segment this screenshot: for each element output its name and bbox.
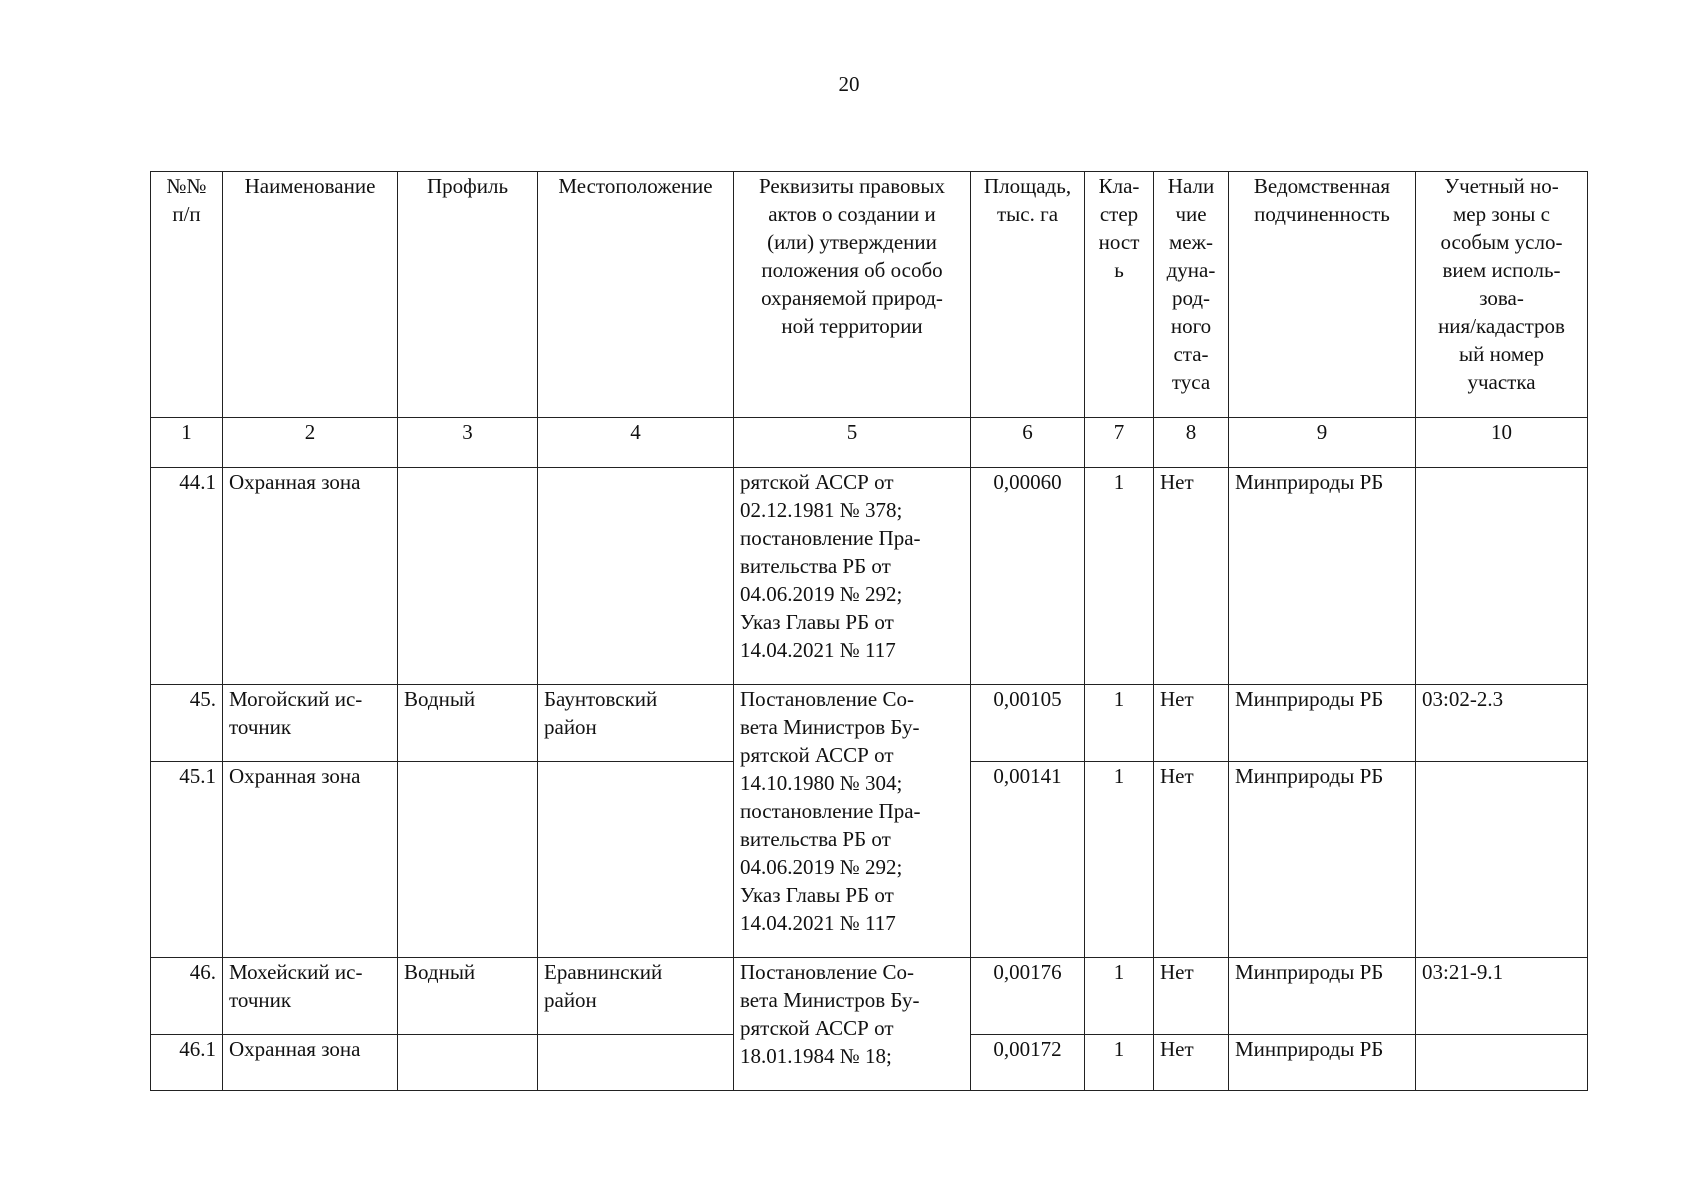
column-number: 8: [1154, 418, 1229, 468]
row-area: 0,00141: [971, 762, 1085, 958]
column-number: 5: [734, 418, 971, 468]
row-number: 45.1: [151, 762, 223, 958]
row-profile: [398, 1035, 538, 1091]
column-number: 10: [1416, 418, 1588, 468]
column-number: 6: [971, 418, 1085, 468]
header-name: Наименование: [223, 172, 398, 418]
row-department: Минприроды РБ: [1229, 958, 1416, 1035]
row-intl-status: Нет: [1154, 468, 1229, 685]
header-number: №№ п/п: [151, 172, 223, 418]
row-intl-status: Нет: [1154, 958, 1229, 1035]
registry-table: [150, 171, 1588, 1091]
row-registration-number: [1416, 468, 1588, 685]
row-cluster: 1: [1085, 1035, 1154, 1091]
row-name: Охранная зона: [223, 1035, 398, 1091]
row-profile: [398, 762, 538, 958]
column-number: 2: [223, 418, 398, 468]
row-profile: [398, 468, 538, 685]
row-registration-number: [1416, 1035, 1588, 1091]
row-department: Минприроды РБ: [1229, 762, 1416, 958]
column-number: 1: [151, 418, 223, 468]
row-department: Минприроды РБ: [1229, 685, 1416, 762]
row-location: [538, 1035, 734, 1091]
row-cluster: 1: [1085, 468, 1154, 685]
row-name: Мохейский ис- точник: [223, 958, 398, 1035]
header-profile: Профиль: [398, 172, 538, 418]
row-intl-status: Нет: [1154, 762, 1229, 958]
row-area: 0,00176: [971, 958, 1085, 1035]
header-row: [151, 172, 1588, 418]
row-profile: Водный: [398, 685, 538, 762]
header-location: Местоположение: [538, 172, 734, 418]
row-area: 0,00105: [971, 685, 1085, 762]
column-number-row: [151, 418, 1588, 468]
row-registration-number: 03:02-2.3: [1416, 685, 1588, 762]
row-legal-acts: Постановление Со- вета Министров Бу- рятской АССР от 14.10.1980 № 304; постановление Пра- вительства РБ от 04.06.2019 № 292; Указ Главы РБ от 14.04.2021 № 117: [734, 685, 971, 958]
row-department: Минприроды РБ: [1229, 1035, 1416, 1091]
row-location: [538, 468, 734, 685]
row-location: [538, 762, 734, 958]
column-number: 7: [1085, 418, 1154, 468]
row-number: 44.1: [151, 468, 223, 685]
row-location: Еравнинский район: [538, 958, 734, 1035]
row-location: Баунтовский район: [538, 685, 734, 762]
column-number: 4: [538, 418, 734, 468]
row-legal-acts: рятской АССР от 02.12.1981 № 378; постановление Пра- вительства РБ от 04.06.2019 № 292; Указ Главы РБ от 14.04.2021 № 117: [734, 468, 971, 685]
table-row: [151, 685, 1588, 762]
row-number: 45.: [151, 685, 223, 762]
row-name: Могойский ис- точник: [223, 685, 398, 762]
table-row: [151, 958, 1588, 1035]
column-number: 3: [398, 418, 538, 468]
row-profile: Водный: [398, 958, 538, 1035]
header-department: Ведомственная подчиненность: [1229, 172, 1416, 418]
header-legal-acts: Реквизиты правовых актов о создании и (или) утверждении положения об особо охраняемой природ- ной территории: [734, 172, 971, 418]
page-number: 20: [838, 72, 860, 96]
row-intl-status: Нет: [1154, 685, 1229, 762]
header-intl-status: Нали чие меж- дуна- род- ного ста- туса: [1154, 172, 1229, 418]
row-intl-status: Нет: [1154, 1035, 1229, 1091]
row-name: Охранная зона: [223, 468, 398, 685]
header-cluster: Кла- стер ност ь: [1085, 172, 1154, 418]
row-cluster: 1: [1085, 958, 1154, 1035]
row-department: Минприроды РБ: [1229, 468, 1416, 685]
column-number: 9: [1229, 418, 1416, 468]
row-registration-number: [1416, 762, 1588, 958]
table-row: [151, 468, 1588, 685]
row-area: 0,00172: [971, 1035, 1085, 1091]
row-number: 46.1: [151, 1035, 223, 1091]
header-area: Площадь, тыс. га: [971, 172, 1085, 418]
row-registration-number: 03:21-9.1: [1416, 958, 1588, 1035]
header-registration-number: Учетный но- мер зоны с особым усло- вием исполь- зова- ния/кадастров ый номер участка: [1416, 172, 1588, 418]
row-name: Охранная зона: [223, 762, 398, 958]
row-cluster: 1: [1085, 762, 1154, 958]
row-area: 0,00060: [971, 468, 1085, 685]
row-cluster: 1: [1085, 685, 1154, 762]
row-legal-acts: Постановление Со- вета Министров Бу- рятской АССР от 18.01.1984 № 18;: [734, 958, 971, 1091]
row-number: 46.: [151, 958, 223, 1035]
